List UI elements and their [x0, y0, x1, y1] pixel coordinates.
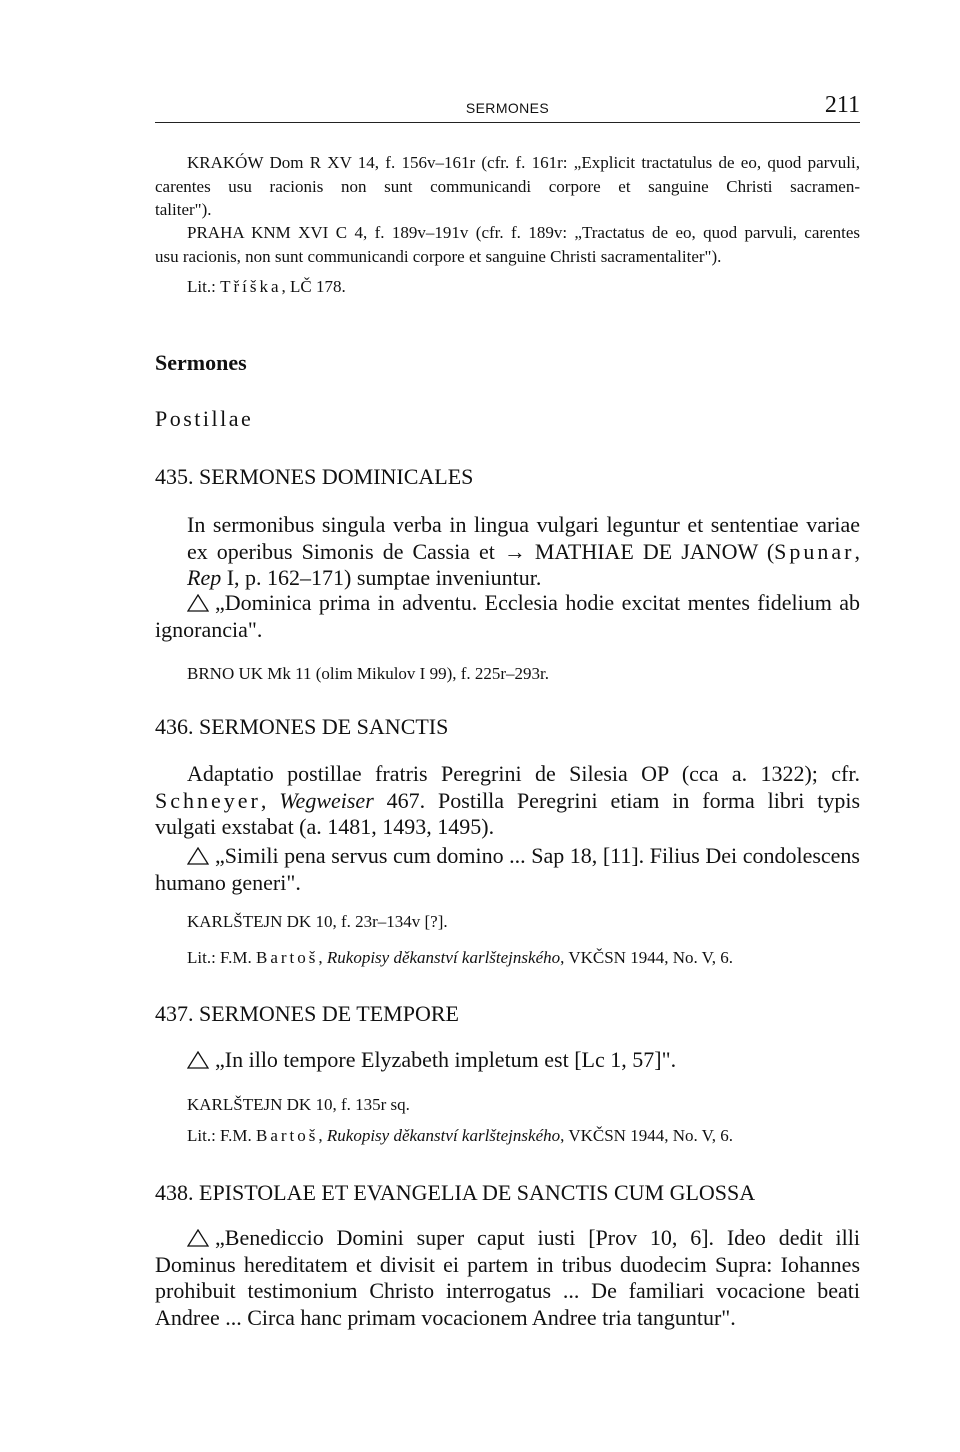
- entry-438-incipit: [155, 1225, 860, 1331]
- entry-438-heading: [155, 1180, 860, 1206]
- desc-sep: ,: [260, 787, 280, 813]
- entry-437-incipit: [155, 1047, 860, 1074]
- entry-436-manuscript: [155, 910, 860, 934]
- incipit-triangle-icon: [187, 594, 209, 612]
- running-title: SERMONES: [465, 100, 550, 116]
- entry-435-heading: [155, 464, 860, 490]
- desc-work: Wegweiser: [279, 787, 374, 813]
- praha-text: PRAHA KNM XVI C 4, f. 189v–191v (cfr. f. 189v: „Tractatus de eo, quod parvuli, carentes: [187, 223, 860, 242]
- desc-text-end: 467. Postilla Peregrini etiam in forma libri typis vulgati exstabat (a. 1481, 1493, 1495).: [155, 787, 860, 839]
- lit-rest: , VKČSN 1944, No. V, 6.: [560, 1126, 733, 1145]
- desc-author: Schneyer: [155, 787, 261, 813]
- lit-author: Bartoš: [256, 1126, 319, 1145]
- incipit-triangle-icon: [187, 847, 209, 865]
- lit-sep: ,: [318, 948, 327, 967]
- entry-436-literature: [155, 946, 860, 970]
- praha-text-end: usu racionis, non sunt communicandi corpore et sanguine Christi sacramentaliter").: [155, 246, 722, 266]
- desc-text: Adaptatio postillae fratris Peregrini de Silesia OP (cca a. 1322); cfr.: [187, 761, 860, 786]
- entry-heading: 438. EPISTOLAE ET EVANGELIA DE SANCTIS CUM GLOSSA: [155, 1180, 756, 1205]
- incipit-text: „Simili pena servus cum domino ... Sap 18, [11]. Filius Dei condolescens humano generi".: [155, 843, 860, 895]
- entry-436-description: [155, 761, 860, 841]
- entry-heading: 437. SERMONES DE TEMPORE: [155, 1001, 459, 1026]
- lit-prefix: Lit.: F.M.: [187, 1126, 257, 1145]
- top-literature: [155, 275, 860, 299]
- incipit-triangle-icon: [187, 1229, 209, 1247]
- page-number: 211: [824, 92, 860, 118]
- manuscript-text: KARLŠTEJN DK 10, f. 135r sq.: [187, 1095, 410, 1114]
- desc-text-end: I, p. 162–171) sumptae inveniuntur.: [221, 565, 542, 590]
- krakow-entry: [155, 151, 860, 222]
- lit-work: Rukopisy děkanství karlštejnského: [326, 948, 561, 967]
- running-header: [155, 94, 860, 123]
- krakow-text-end: taliter").: [155, 200, 212, 219]
- entry-435-manuscript: [155, 662, 860, 686]
- incipit-text: „Dominica prima in adventu. Ecclesia hodie excitat mentes fidelium ab ignorancia".: [155, 590, 860, 642]
- lit-rest: , LČ 178.: [281, 277, 346, 296]
- lit-author: Tříška: [220, 277, 282, 296]
- entry-437-heading: [155, 1001, 860, 1027]
- entry-435-description: [155, 512, 860, 592]
- lit-work: Rukopisy děkanství karlštejnského: [326, 1126, 561, 1145]
- incipit-triangle-icon: [187, 1051, 209, 1069]
- entry-435-incipit: [155, 590, 860, 643]
- lit-prefix: Lit.:: [187, 277, 221, 296]
- section-title-text: Sermones: [155, 350, 247, 375]
- entry-436-incipit: [155, 843, 860, 896]
- desc-sep: ,: [854, 538, 860, 564]
- krakow-text: KRAKÓW Dom R XV 14, f. 156v–161r (cfr. f. 161r: „Explicit tractatulus de eo, quod parvuli, carentes usu racionis non sunt communicandi corpore et sanguine Christi sacramen-: [155, 153, 860, 196]
- praha-entry: [155, 221, 860, 268]
- desc-work: Rep: [187, 565, 222, 590]
- desc-text: In sermonibus singula verba in lingua vulgari leguntur et sententiae variae ex operibus Simonis de Cassia et → MATHIAE DE JANOW (: [187, 512, 860, 564]
- desc-author: Spunar: [774, 538, 855, 564]
- entry-heading: 435. SERMONES DOMINICALES: [155, 464, 474, 489]
- lit-rest: , VKČSN 1944, No. V, 6.: [560, 948, 733, 967]
- section-subtitle-text: Postillae: [155, 406, 254, 431]
- section-title: [155, 350, 860, 376]
- incipit-text: „Benediccio Domini super caput iusti [Prov 10, 6]. Ideo dedit illi Dominus hereditatem et divisit ei partem in tribus duodecim Supra: Iohannes prohibuit testimonium Christo interrogatus ... De familiari vocacione beati Andree ... Circa hanc primam vocacionem Andree tria tanguntur".: [155, 1225, 860, 1330]
- lit-author: Bartoš: [256, 948, 319, 967]
- entry-heading: 436. SERMONES DE SANCTIS: [155, 714, 449, 739]
- lit-prefix: Lit.: F.M.: [187, 948, 257, 967]
- section-subtitle: [155, 406, 860, 432]
- manuscript-text: KARLŠTEJN DK 10, f. 23r–134v [?].: [187, 912, 448, 931]
- lit-sep: ,: [318, 1126, 327, 1145]
- entry-437-literature: [155, 1124, 860, 1148]
- incipit-text: „In illo tempore Elyzabeth impletum est [Lc 1, 57]".: [215, 1047, 677, 1072]
- manuscript-text: BRNO UK Mk 11 (olim Mikulov I 99), f. 225r–293r.: [187, 664, 550, 683]
- entry-436-heading: [155, 714, 860, 740]
- entry-437-manuscript: [155, 1093, 860, 1117]
